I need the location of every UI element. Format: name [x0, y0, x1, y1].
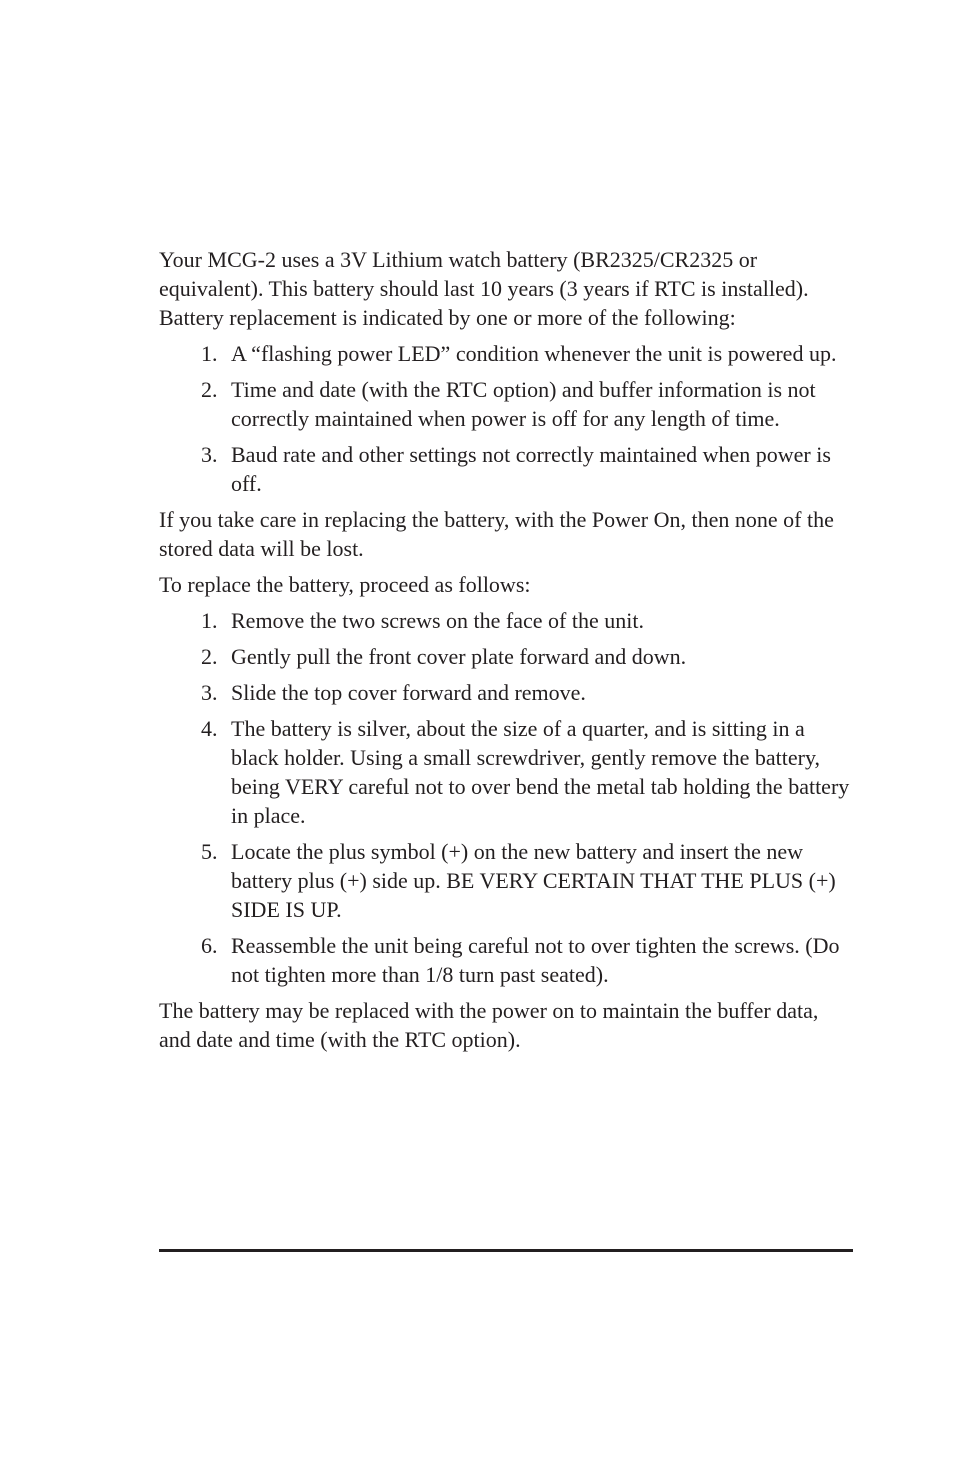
list-item: [159, 678, 853, 707]
list-item: [159, 375, 853, 433]
care-note-paragraph: If you take care in replacing the battery, with the Power On, then none of the stored data will be lost.: [159, 507, 834, 561]
list-number: 4.: [201, 716, 218, 741]
list-text: Slide the top cover forward and remove.: [231, 680, 586, 705]
list-item: [159, 837, 853, 924]
list-number: 1.: [201, 341, 218, 366]
document-body: [159, 245, 853, 1061]
list-item: [159, 714, 853, 830]
procedure-steps-list: [159, 606, 853, 989]
list-number: 1.: [201, 608, 218, 633]
list-number: 2.: [201, 377, 218, 402]
list-text: Locate the plus symbol (+) on the new battery and insert the new battery plus (+) side up. BE VERY CERTAIN THAT THE PLUS (+) SIDE IS UP.: [231, 839, 836, 922]
list-text: Remove the two screws on the face of the unit.: [231, 608, 644, 633]
list-item: [159, 606, 853, 635]
procedure-intro-paragraph: To replace the battery, proceed as follows:: [159, 572, 531, 597]
list-item: [159, 440, 853, 498]
list-number: 2.: [201, 644, 218, 669]
intro-paragraph: Your MCG-2 uses a 3V Lithium watch battery (BR2325/CR2325 or equivalent). This battery should last 10 years (3 years if RTC is installed). Battery replacement is indicated by one or more of the following:: [159, 247, 809, 330]
list-number: 3.: [201, 442, 218, 467]
list-item: [159, 931, 853, 989]
list-number: 6.: [201, 933, 218, 958]
list-text: The battery is silver, about the size of a quarter, and is sitting in a black holder. Using a small screwdriver, gently remove the battery, being VERY careful not to over bend the metal tab holding the battery in place.: [231, 716, 850, 828]
list-text: Gently pull the front cover plate forward and down.: [231, 644, 687, 669]
list-text: A “flashing power LED” condition whenever the unit is powered up.: [231, 341, 837, 366]
list-text: Reassemble the unit being careful not to over tighten the screws. (Do not tighten more than 1/8 turn past seated).: [231, 933, 840, 987]
list-text: Time and date (with the RTC option) and buffer information is not correctly maintained when power is off for any length of time.: [231, 377, 816, 431]
list-number: 5.: [201, 839, 218, 864]
list-text: Baud rate and other settings not correctly maintained when power is off.: [231, 442, 831, 496]
list-number: 3.: [201, 680, 218, 705]
closing-paragraph: The battery may be replaced with the power on to maintain the buffer data, and date and time (with the RTC option).: [159, 998, 819, 1052]
indicator-list: [159, 339, 853, 498]
list-item: [159, 642, 853, 671]
list-item: [159, 339, 853, 368]
footer-divider: [159, 1249, 853, 1252]
